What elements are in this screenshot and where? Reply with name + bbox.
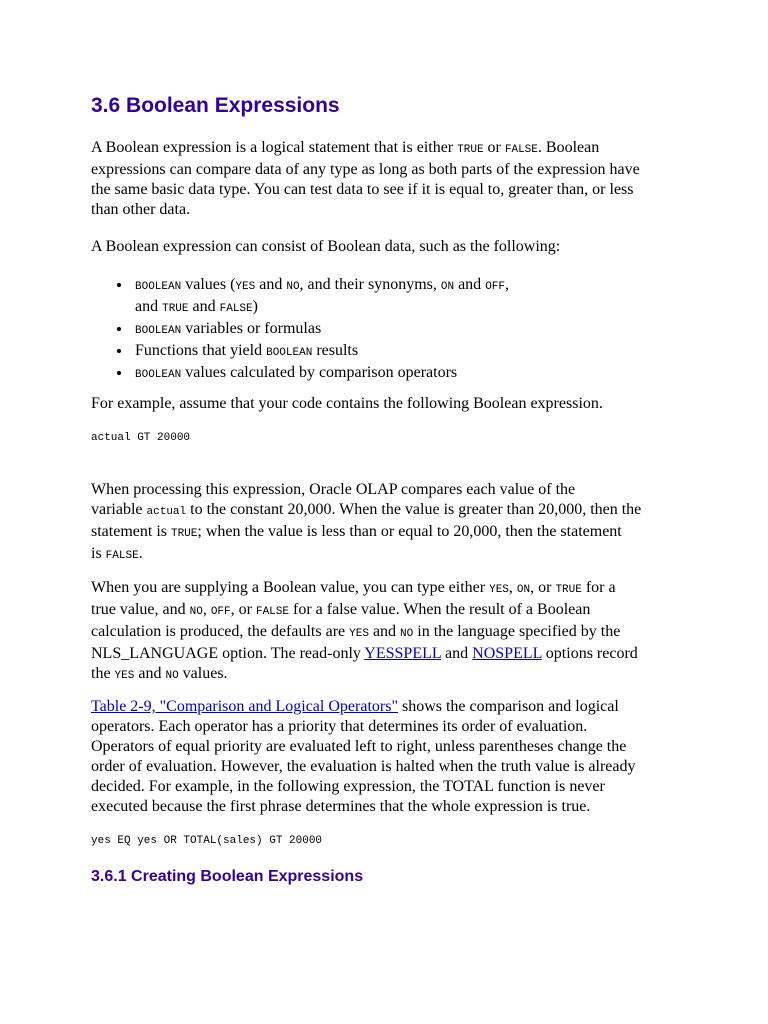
text: decided. For example, in the following expression, the TOTAL function is never — [91, 778, 605, 795]
text: , and their synonyms, — [299, 276, 441, 293]
text: variable — [91, 501, 147, 518]
text: and — [255, 276, 287, 293]
nospell-link[interactable]: NOSPELL — [472, 645, 542, 662]
code-block-2: yes EQ yes OR TOTAL(sales) GT 20000 — [91, 835, 323, 847]
text: , — [202, 601, 211, 618]
text: true value, and — [91, 601, 190, 618]
text: calculation is produced, the defaults are — [91, 623, 350, 640]
text: A Boolean expression is a logical statement that is either — [91, 139, 458, 156]
code-term: YES — [235, 281, 256, 293]
code-term: FALSE — [504, 144, 538, 156]
text: than other data. — [91, 201, 191, 218]
text: values calculated by comparison operators — [181, 364, 458, 381]
text: ; when the value is less than or equal to 20,000, then the statement — [197, 523, 622, 540]
list-item — [115, 341, 509, 363]
text: , or — [530, 579, 556, 596]
text: order of evaluation. However, the evaluation is halted when the truth value is already — [91, 758, 636, 775]
consist-paragraph: A Boolean expression can consist of Boolean data, such as the following: — [91, 238, 561, 255]
text: values ( — [181, 276, 236, 293]
yesspell-link[interactable]: YESSPELL — [364, 645, 442, 662]
table-2-9-link[interactable]: Table 2-9, "Comparison and Logical Operators" — [91, 698, 398, 715]
code-term: BOOLEAN — [266, 347, 313, 359]
code-block-1: actual GT 20000 — [91, 432, 191, 444]
text: , — [505, 276, 509, 293]
list-item — [115, 363, 509, 385]
code-term: FALSE — [105, 550, 139, 562]
code-term: YES — [349, 628, 369, 640]
text: to the constant 20,000. When the value is greater than 20,000, then the — [186, 501, 642, 518]
processing-paragraph — [91, 480, 691, 566]
code-term: OFF — [485, 281, 505, 293]
text: NLS_LANGUAGE option. The read-only — [91, 645, 365, 662]
list-item — [115, 275, 509, 319]
text: When you are supplying a Boolean value, you can type either — [91, 579, 490, 596]
example-intro: For example, assume that your code contains the following Boolean expression. — [91, 395, 603, 412]
text: in the language specified by the — [413, 623, 621, 640]
text: options record — [541, 645, 638, 662]
code-term: NO — [400, 628, 414, 640]
code-term: YES — [114, 670, 135, 682]
code-term: ON — [516, 584, 531, 596]
text: Functions that yield — [135, 342, 267, 359]
code-term: YES — [489, 584, 509, 596]
text: results — [312, 342, 359, 359]
code-term: TRUE — [555, 584, 582, 596]
code-term: TRUE — [457, 144, 484, 156]
text: operators. Each operator has a priority that determines its order of evaluation. — [91, 718, 588, 735]
code-term: NO — [286, 281, 300, 293]
text: and — [188, 298, 220, 315]
code-term: NO — [189, 606, 203, 618]
code-term: OFF — [210, 606, 231, 618]
text: and — [134, 665, 166, 682]
text: . — [138, 545, 143, 562]
code-term: FALSE — [255, 606, 289, 618]
code-term: TRUE — [170, 528, 198, 540]
intro-paragraph — [91, 138, 691, 220]
text: is — [91, 545, 106, 562]
text: shows the comparison and logical — [397, 698, 619, 715]
code-term: BOOLEAN — [135, 369, 182, 381]
text: , or — [230, 601, 256, 618]
code-term: ON — [440, 281, 455, 293]
text: and — [368, 623, 401, 640]
text: values. — [178, 665, 228, 682]
text: for a — [581, 579, 616, 596]
text: variables or formulas — [181, 320, 322, 337]
subsection-title: 3.6.1 Creating Boolean Expressions — [91, 868, 364, 885]
text: When processing this expression, Oracle OLAP compares each value of the — [91, 481, 576, 498]
list-item — [115, 319, 509, 341]
text: Operators of equal priority are evaluated left to right, unless parentheses change the — [91, 738, 627, 755]
text: expressions can compare data of any type as long as both parts of the expression have — [91, 161, 640, 178]
text: and — [135, 298, 163, 315]
text: and — [441, 645, 473, 662]
text: or — [483, 139, 505, 156]
code-term: BOOLEAN — [135, 281, 182, 293]
text: and — [454, 276, 486, 293]
text: executed because the first phrase determines that the whole expression is true. — [91, 798, 591, 815]
code-term: BOOLEAN — [135, 325, 182, 337]
text: the same basic data type. You can test data to see if it is equal to, greater than, or less — [91, 181, 634, 198]
boolean-data-list — [115, 275, 509, 385]
text: the — [91, 665, 115, 682]
text: ) — [252, 298, 258, 315]
text: statement is — [91, 523, 171, 540]
code-term: NO — [165, 670, 179, 682]
text: for a false value. When the result of a Boolean — [288, 601, 591, 618]
code-term: FALSE — [219, 303, 253, 315]
code-term: TRUE — [162, 303, 189, 315]
supplying-paragraph — [91, 578, 691, 686]
section-title: 3.6 Boolean Expressions — [91, 94, 340, 117]
text: , — [508, 579, 517, 596]
code-term: actual — [146, 506, 187, 518]
operators-paragraph — [91, 697, 691, 817]
text: . Boolean — [537, 139, 600, 156]
